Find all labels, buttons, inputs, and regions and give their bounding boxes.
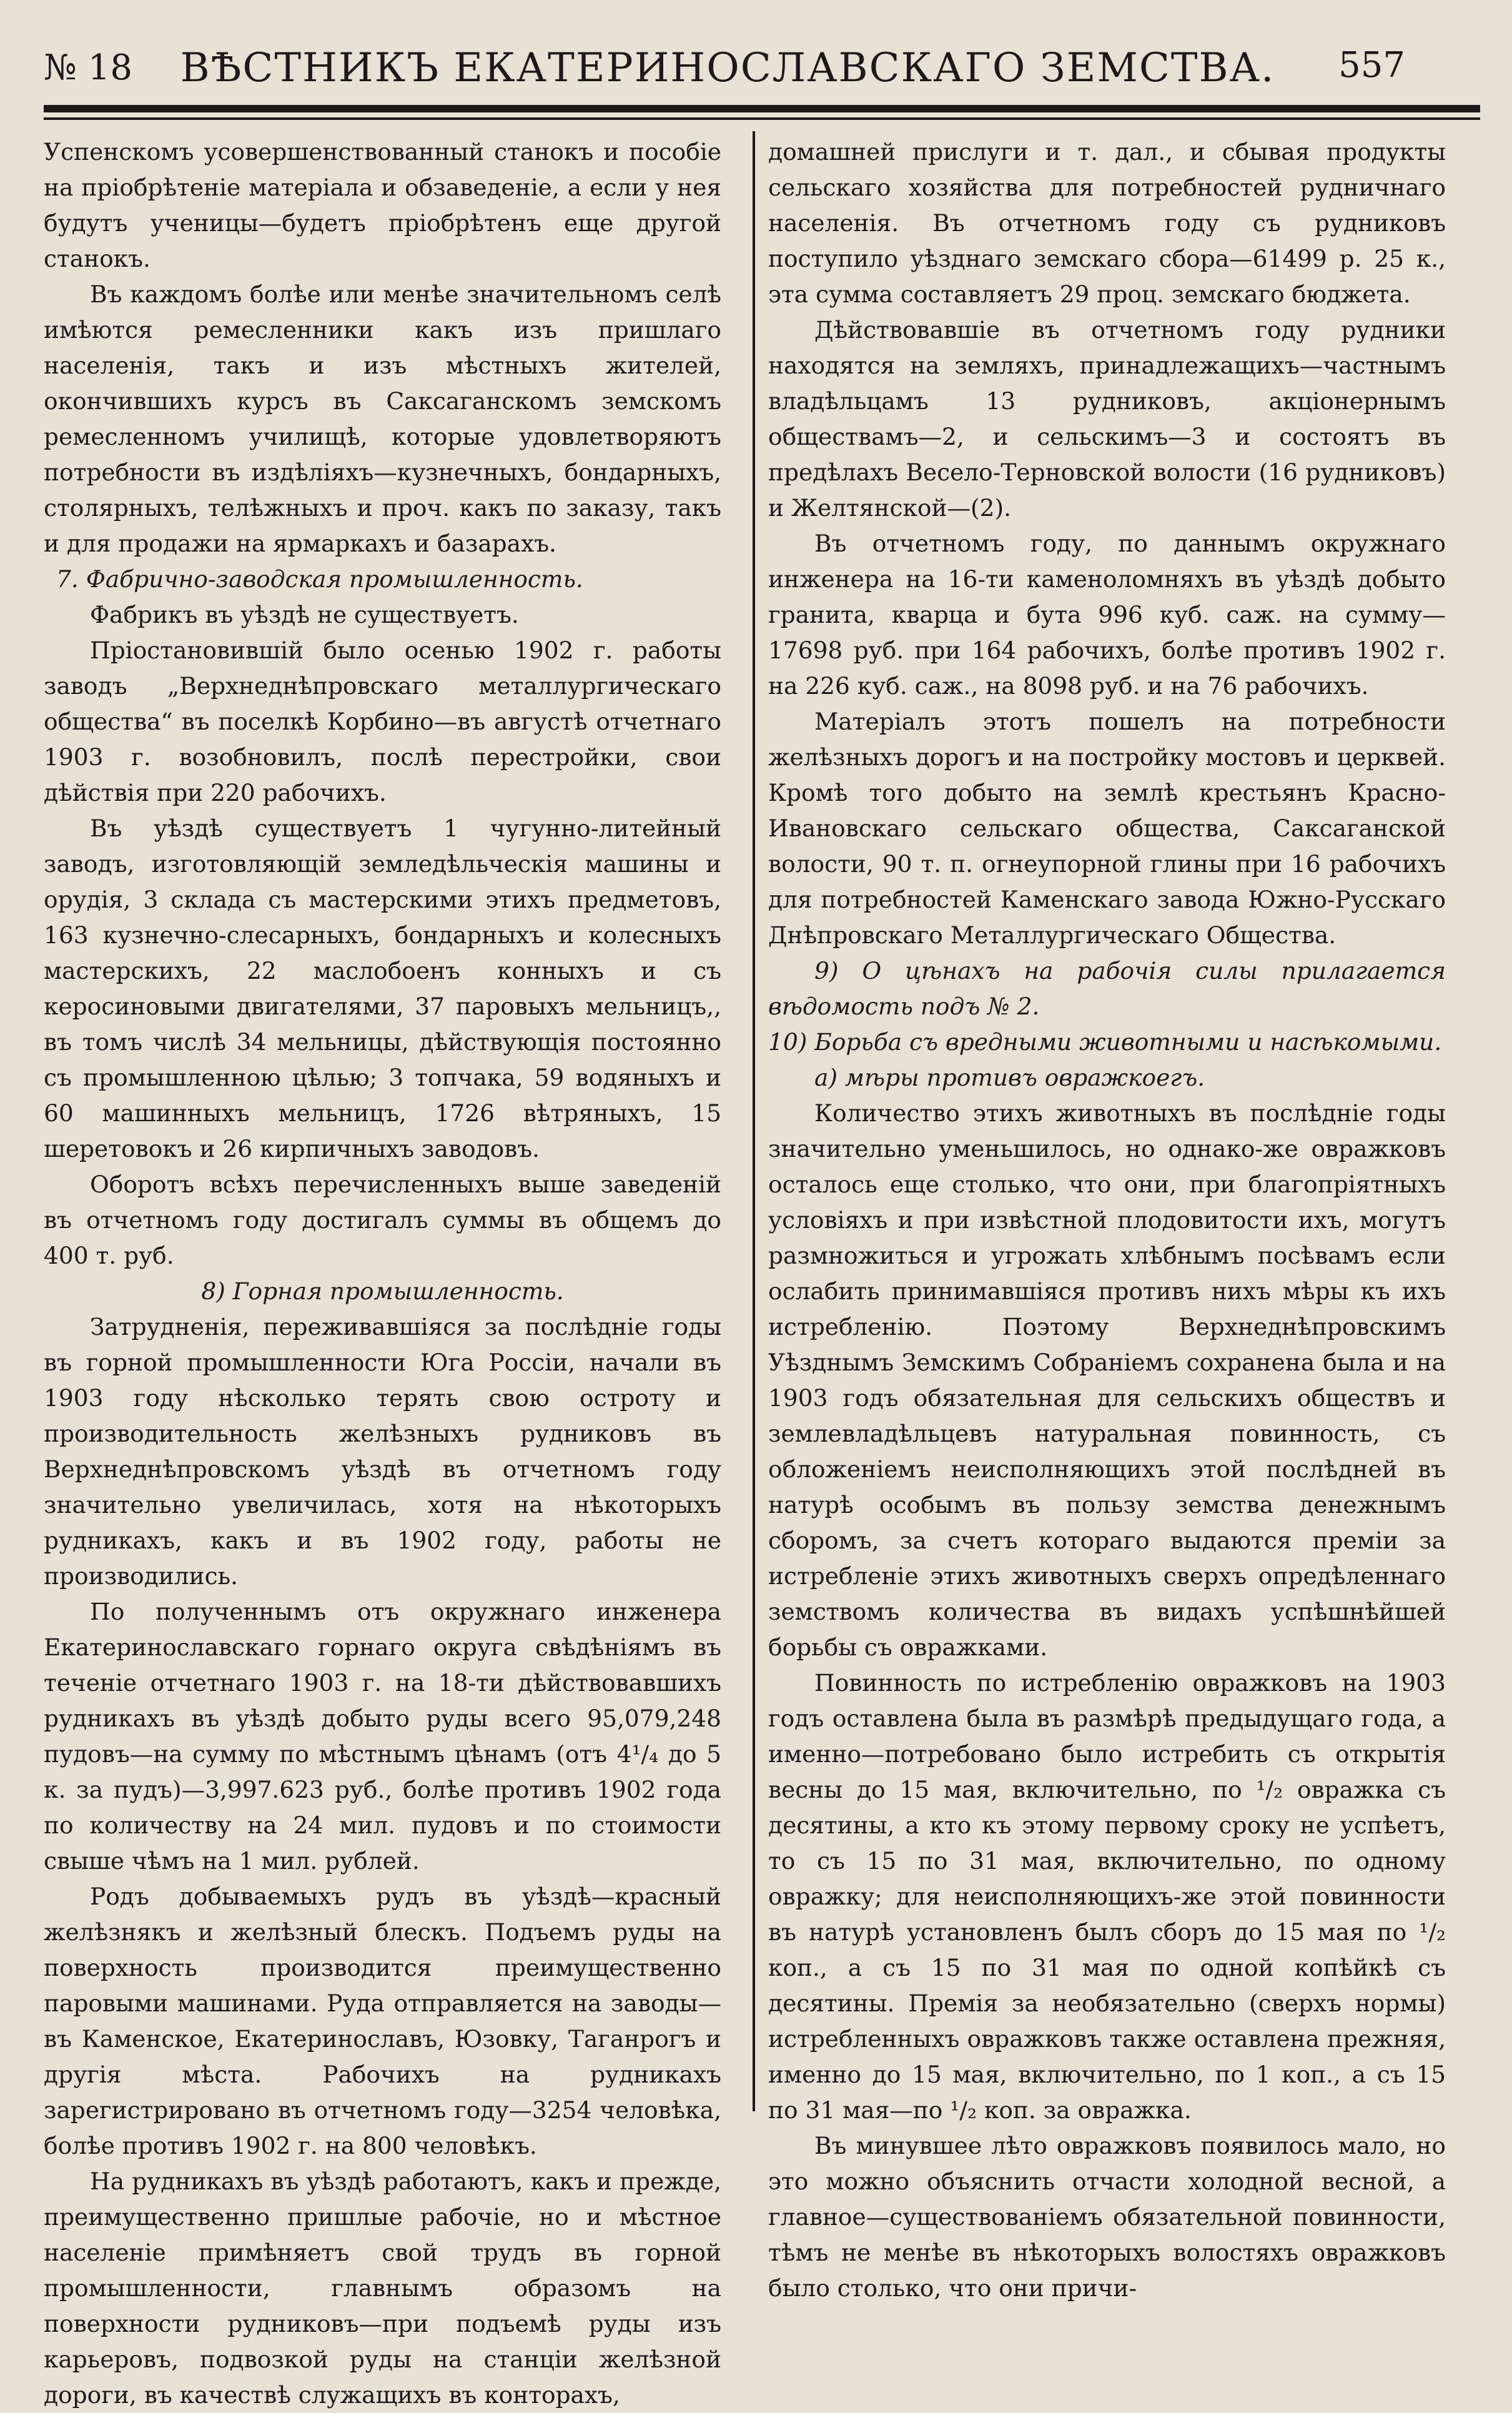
paragraph: Въ минувшее лѣто овражковъ появилось мало, но это можно объяснить отчасти холодной весной, а главное—существованіемъ обязательной повинности, тѣмъ не менѣе въ нѣкоторыхъ волостяхъ овражковъ было столько, что они причи-: [768, 2132, 1446, 2302]
paragraph: Затрудненія, переживавшіяся за послѣдніе годы въ горной промышленности Юга Россіи, начали въ 1903 году нѣсколько терять свою остроту и производительность желѣзныхъ рудниковъ въ Верхнеднѣпровскомъ уѣздѣ въ отчетномъ году значительно увеличилась, хотя на нѣкоторыхъ рудникахъ, какъ и въ 1902 году, работы не производились.: [44, 1313, 721, 1590]
left-column: [44, 134, 721, 2409]
paragraph: Успенскомъ усовершенствованный станокъ и пособіе на пріобрѣтеніе матеріала и обзаведеніе, а если у нея будутъ ученицы—будетъ пріобрѣтенъ еще другой станокъ.: [44, 138, 721, 272]
issue-number: № 18: [44, 47, 133, 88]
section-heading: 7. Фабрично-заводская промышленность.: [56, 565, 583, 593]
paragraph: Въ отчетномъ году, по даннымъ окружнаго инженера на 16-ти каменоломняхъ въ уѣздѣ добыто гранита, кварца и бута 996 куб. саж. на сумму—17698 руб. при 164 рабочихъ, болѣе противъ 1902 г. на 226 куб. саж., на 8098 руб. и на 76 рабочихъ.: [768, 530, 1446, 700]
paragraph: домашней прислуги и т. дал., и сбывая продукты сельскаго хозяйства для потребностей рудничнаго населенія. Въ отчетномъ году съ рудниковъ поступило уѣзднаго земскаго сбора—61499 р. 25 к., эта сумма составляетъ 29 проц. земскаго бюджета.: [768, 138, 1446, 308]
paragraph: Въ уѣздѣ существуетъ 1 чугунно-литейный заводъ, изготовляющій земледѣльческія машины и орудія, 3 склада съ мастерскими этихъ предметовъ, 163 кузнечно-слесарныхъ, бондарныхъ и колесныхъ мастерскихъ, 22 маслобоенъ конныхъ и съ керосиновыми двигателями, 37 паровыхъ мельницъ,, въ томъ числѣ 34 мельницы, дѣйствующія постоянно съ промышленною цѣлью; 3 топчака, 59 водяныхъ и 60 машинныхъ мельницъ, 1726 вѣтряныхъ, 15 шеретовокъ и 26 кирпичныхъ заводовъ.: [44, 815, 721, 1162]
section-heading: 9) О цѣнахъ на рабочія силы прилагается вѣдомость подъ № 2.: [768, 957, 1446, 1020]
right-column: [768, 134, 1446, 2302]
paragraph: По полученнымъ отъ окружнаго инженера Екатеринославскаго горнаго округа свѣдѣніямъ въ теченіе отчетнаго 1903 г. на 18-ти дѣйствовавшихъ рудникахъ въ уѣздѣ добыто руды всего 95,079,248 пудовъ—на сумму по мѣстнымъ цѣнамъ (отъ 4¹/₄ до 5 к. за пудъ)—3,997.623 руб., болѣе противъ 1902 года по количеству на 24 мил. пудовъ и по стоимости свыше чѣмъ на 1 мил. рублей.: [44, 1598, 721, 1875]
header-rule-thick: [44, 105, 1480, 112]
paragraph: Въ каждомъ болѣе или менѣе значительномъ селѣ имѣются ремесленники какъ изъ пришлаго населенія, такъ и изъ мѣстныхъ жителей, окончившихъ курсъ въ Саксаганскомъ земскомъ ремесленномъ училищѣ, которые удовлетворяютъ потребности въ издѣліяхъ—кузнечныхъ, бондарныхъ, столярныхъ, телѣжныхъ и проч. какъ по заказу, такъ и для продажи на ярмаркахъ и базарахъ.: [44, 280, 721, 557]
paragraph: Фабрикъ въ уѣздѣ не существуетъ.: [90, 601, 519, 628]
section-heading: 10) Борьба съ вредными животными и насѣкомыми.: [768, 1028, 1442, 1056]
paragraph: Родъ добываемыхъ рудъ въ уѣздѣ—красный желѣзнякъ и желѣзный блескъ. Подъемъ руды на поверхность производится преимущественно паровыми машинами. Руда отправляется на заводы—въ Каменское, Екатеринославъ, Юзовку, Таганрогъ и другія мѣста. Рабочихъ на рудникахъ зарегистрировано въ отчетномъ году—3254 человѣка, болѣе противъ 1902 г. на 800 человѣкъ.: [44, 1883, 721, 2159]
journal-title: ВѢСТНИКЪ ЕКАТЕРИНОСЛАВСКАГО ЗЕМСТВА.: [180, 45, 1275, 91]
header-rule-thin: [44, 117, 1480, 120]
page-header: [37, 39, 1418, 95]
paragraph: Повинность по истребленію овражковъ на 1903 годъ оставлена была въ размѣрѣ предыдущаго года, а именно—потребовано было истребить съ открытія весны до 15 мая, включительно, по ¹/₂ овражка съ десятины, а кто къ этому первому сроку не успѣетъ, то съ 15 по 31 мая, включительно, по одному овражку; для неисполняющихъ-же этой повинности въ натурѣ установленъ былъ сборъ до 15 мая по ¹/₂ коп., а съ 15 по 31 мая по одной копѣйкѣ съ десятины. Премія за необязательно (сверхъ нормы) истребленныхъ овражковъ также оставлена прежняя, именно до 15 мая, включительно, по 1 коп., а съ 15 по 31 мая—по ¹/₂ коп. за овражка.: [768, 1669, 1446, 2124]
paragraph: На рудникахъ въ уѣздѣ работаютъ, какъ и прежде, преимущественно пришлые рабочіе, но и мѣстное населеніе примѣняетъ свой трудъ въ горной промышленности, главнымъ образомъ на поверхности рудниковъ—при подъемѣ руды изъ карьеровъ, подвозкой руды на станціи желѣзной дороги, въ качествѣ служащихъ въ конторахъ,: [44, 2168, 721, 2409]
paragraph: Дѣйствовавшіе въ отчетномъ году рудники находятся на земляхъ, принадлежащихъ—частнымъ владѣльцамъ 13 рудниковъ, акціонернымъ обществамъ—2, и сельскимъ—3 и состоятъ въ предѣлахъ Весело-Терновской волости (16 рудниковъ) и Желтянской—(2).: [768, 316, 1446, 522]
paragraph: Оборотъ всѣхъ перечисленныхъ выше заведеній въ отчетномъ году достигалъ суммы въ общемъ до 400 т. руб.: [44, 1171, 721, 1269]
section-heading: 8) Горная промышленность.: [201, 1277, 564, 1305]
paragraph: Количество этихъ животныхъ въ послѣдніе годы значительно уменьшилось, но однако-же овражковъ осталось еще столько, что они, при благопріятныхъ условіяхъ и при извѣстной плодовитости ихъ, могутъ размножиться и угрожать хлѣбнымъ посѣвамъ если ослабить принимавшіяся противъ нихъ мѣры къ ихъ истребленію. Поэтому Верхнеднѣпровскимъ Уѣзднымъ Земскимъ Собраніемъ сохранена была и на 1903 годъ обязательная для сельскихъ обществъ и землевладѣльцевъ натуральная повинность, съ обложеніемъ неисполняющихъ этой послѣдней въ натурѣ особымъ въ пользу земства денежнымъ сборомъ, за счетъ котораго выдаются преміи за истребленіе этихъ животныхъ сверхъ опредѣленнаго земствомъ количества въ видахъ успѣшнѣйшей борьбы съ овражками.: [768, 1099, 1446, 1661]
subsection-heading: а) мѣры противъ овражкоегъ.: [814, 1064, 1205, 1091]
paragraph: Пріостановившій было осенью 1902 г. работы заводъ „Верхнеднѣпровскаго металлургическаго общества“ въ поселкѣ Корбино—въ августѣ отчетнаго 1903 г. возобновилъ, послѣ перестройки, свои дѣйствія при 220 рабочихъ.: [44, 637, 721, 806]
page-number: 557: [1338, 45, 1405, 86]
paragraph: Матеріалъ этотъ пошелъ на потребности желѣзныхъ дорогъ и на постройку мостовъ и церквей. Кромѣ того добыто на землѣ крестьянъ Красно-Ивановскаго сельскаго общества, Саксаганской волости, 90 т. п. огнеупорной глины при 16 рабочихъ для потребностей Каменскаго завода Южно-Русскаго Днѣпровскаго Металлургическаго Общества.: [768, 708, 1446, 949]
column-divider: [753, 131, 755, 2111]
